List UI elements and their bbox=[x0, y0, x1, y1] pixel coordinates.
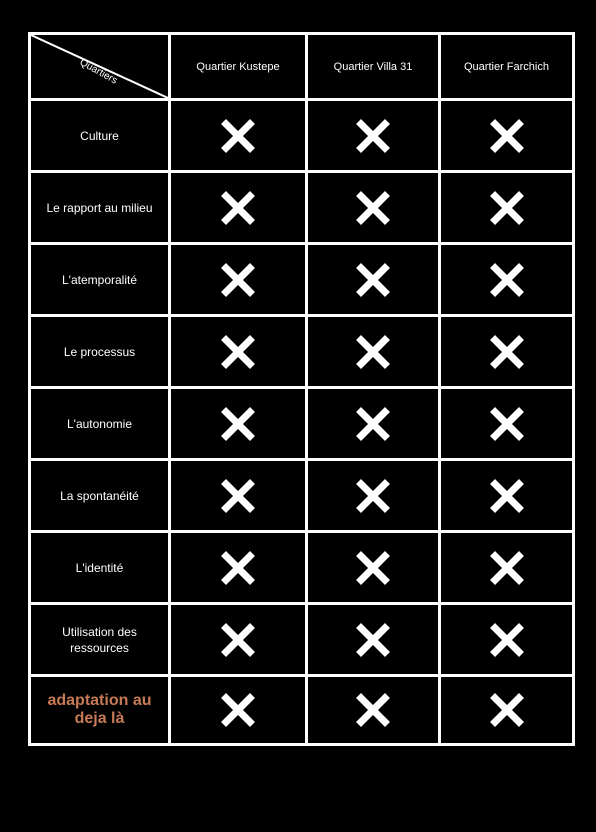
x-mark-icon bbox=[220, 622, 256, 658]
table-cell bbox=[171, 677, 308, 743]
x-mark-icon bbox=[355, 334, 391, 370]
row-label: La spontanéité bbox=[31, 461, 171, 533]
x-mark-icon bbox=[220, 406, 256, 442]
table-cell bbox=[441, 173, 572, 245]
x-mark-icon bbox=[489, 692, 525, 728]
table-cell bbox=[171, 317, 308, 389]
table-cell bbox=[308, 317, 441, 389]
table-cell bbox=[171, 245, 308, 317]
row-label: adaptation au deja là bbox=[31, 677, 171, 743]
table-cell bbox=[308, 605, 441, 677]
x-mark-icon bbox=[489, 118, 525, 154]
x-mark-icon bbox=[355, 550, 391, 586]
corner-label: Quartiers bbox=[77, 57, 119, 87]
x-mark-icon bbox=[489, 262, 525, 298]
table-cell bbox=[308, 533, 441, 605]
table-cell bbox=[308, 101, 441, 173]
column-header: Quartier Villa 31 bbox=[308, 35, 441, 101]
x-mark-icon bbox=[489, 478, 525, 514]
table-cell bbox=[441, 389, 572, 461]
x-mark-icon bbox=[355, 190, 391, 226]
x-mark-icon bbox=[220, 262, 256, 298]
table-cell bbox=[171, 173, 308, 245]
column-header: Quartier Kustepe bbox=[171, 35, 308, 101]
table-cell bbox=[441, 245, 572, 317]
table-cell bbox=[171, 389, 308, 461]
x-mark-icon bbox=[220, 118, 256, 154]
row-label: Utilisation des ressources bbox=[31, 605, 171, 677]
table-cell bbox=[308, 389, 441, 461]
row-label: L'identité bbox=[31, 533, 171, 605]
x-mark-icon bbox=[355, 622, 391, 658]
table-cell bbox=[308, 173, 441, 245]
row-label: L'atemporalité bbox=[31, 245, 171, 317]
row-label: L'autonomie bbox=[31, 389, 171, 461]
x-mark-icon bbox=[355, 262, 391, 298]
x-mark-icon bbox=[220, 190, 256, 226]
table-cell bbox=[441, 101, 572, 173]
x-mark-icon bbox=[220, 550, 256, 586]
x-mark-icon bbox=[355, 478, 391, 514]
table-cell bbox=[308, 677, 441, 743]
table-cell bbox=[441, 605, 572, 677]
table-cell bbox=[441, 317, 572, 389]
corner-header-cell bbox=[31, 35, 171, 101]
x-mark-icon bbox=[220, 692, 256, 728]
table-cell bbox=[308, 245, 441, 317]
x-mark-icon bbox=[489, 550, 525, 586]
table-cell bbox=[308, 461, 441, 533]
row-label: Le processus bbox=[31, 317, 171, 389]
table-cell bbox=[441, 461, 572, 533]
x-mark-icon bbox=[220, 334, 256, 370]
row-label: Culture bbox=[31, 101, 171, 173]
x-mark-icon bbox=[220, 478, 256, 514]
x-mark-icon bbox=[355, 406, 391, 442]
table-cell bbox=[171, 101, 308, 173]
x-mark-icon bbox=[489, 406, 525, 442]
column-header: Quartier Farchich bbox=[441, 35, 572, 101]
table-cell bbox=[441, 677, 572, 743]
x-mark-icon bbox=[489, 334, 525, 370]
table-cell bbox=[171, 461, 308, 533]
x-mark-icon bbox=[355, 118, 391, 154]
table-cell bbox=[171, 533, 308, 605]
x-mark-icon bbox=[489, 190, 525, 226]
table-cell bbox=[171, 605, 308, 677]
row-label: Le rapport au milieu bbox=[31, 173, 171, 245]
table-cell bbox=[441, 533, 572, 605]
x-mark-icon bbox=[489, 622, 525, 658]
comparison-table bbox=[28, 32, 575, 746]
x-mark-icon bbox=[355, 692, 391, 728]
